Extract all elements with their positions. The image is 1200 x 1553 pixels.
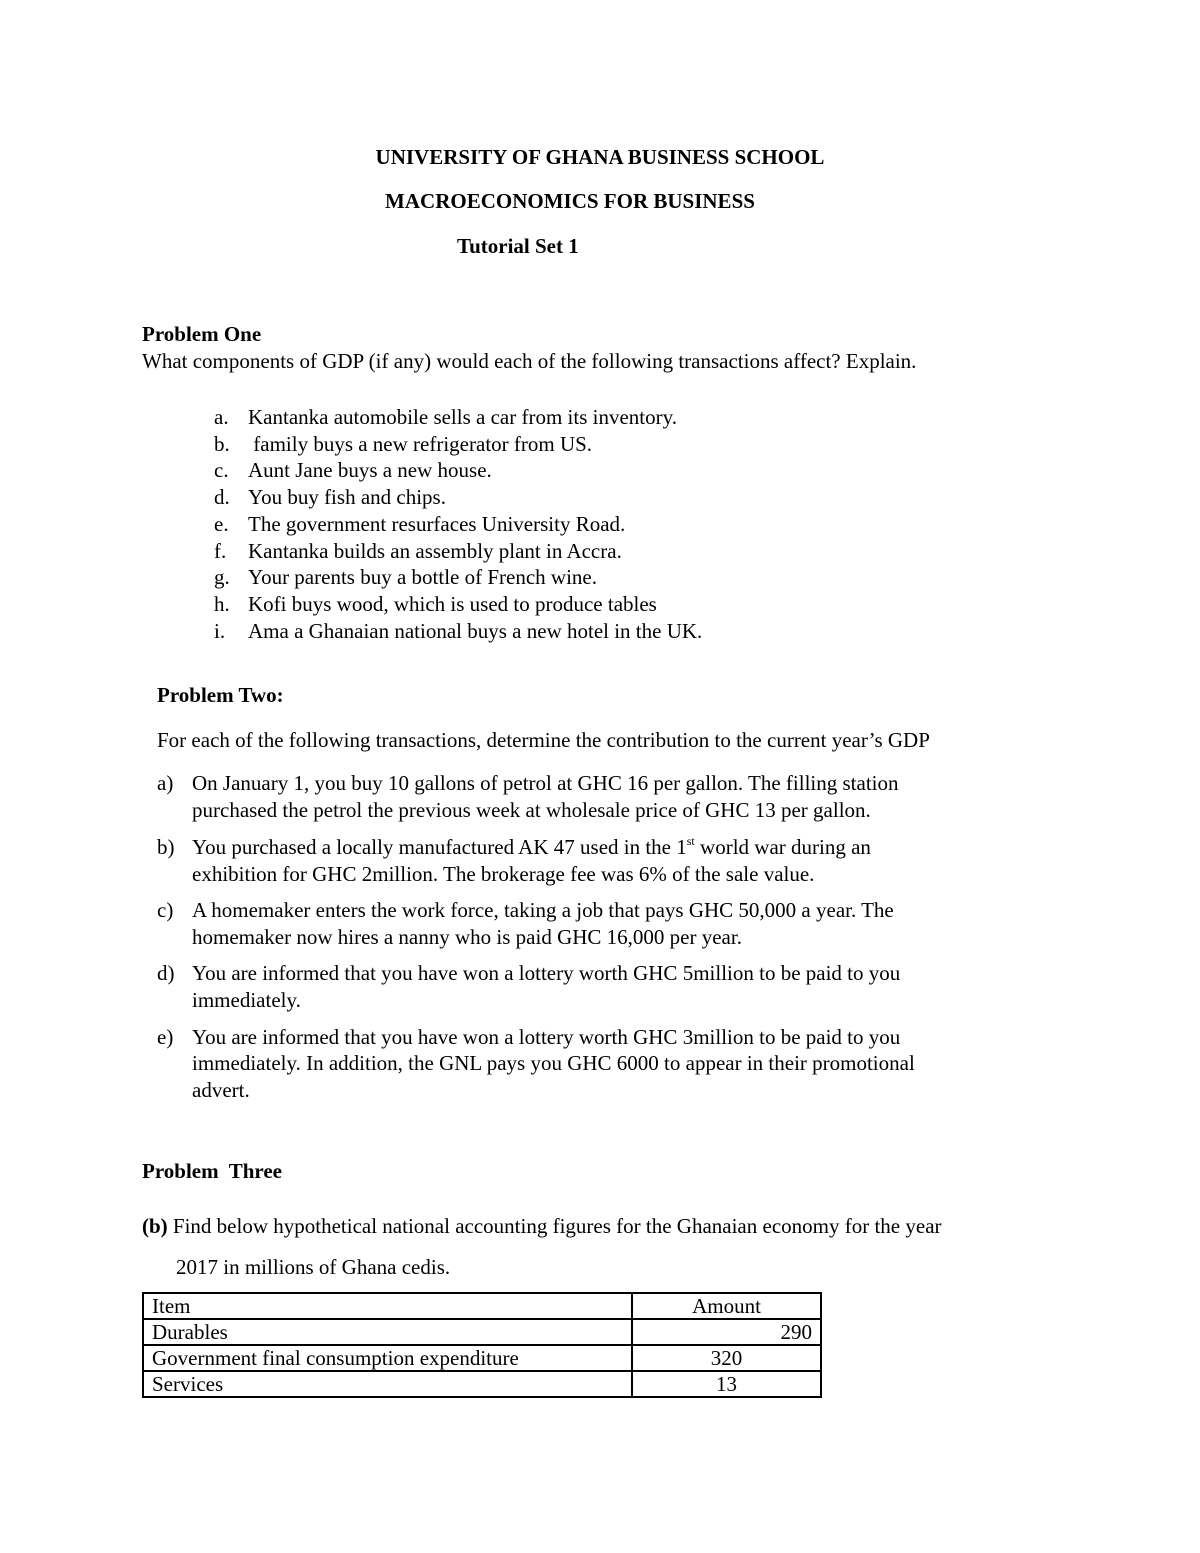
list-text: Kantanka automobile sells a car from its inventory. xyxy=(248,405,678,429)
list-marker: i. xyxy=(214,619,226,643)
list-text-line: immediately. xyxy=(192,988,301,1012)
part-label: (b) xyxy=(142,1214,168,1238)
course-title: MACROECONOMICS FOR BUSINESS xyxy=(385,189,755,213)
list-text-line: immediately. In addition, the GNL pays you GHC 6000 to appear in their promotional xyxy=(192,1051,915,1075)
list-marker: g. xyxy=(214,565,230,589)
list-marker: h. xyxy=(214,592,230,616)
list-text-part: world war during an xyxy=(694,835,871,859)
table-cell-amount: 290 xyxy=(632,1319,821,1345)
intro-text: Find below hypothetical national accounting figures for the Ghanaian economy for the year xyxy=(167,1214,942,1238)
list-text: You buy fish and chips. xyxy=(248,485,446,509)
list-text-line: You are informed that you have won a lottery worth GHC 3million to be paid to you xyxy=(192,1025,901,1049)
problem-one-question: What components of GDP (if any) would each of the following transactions affect? Explain. xyxy=(142,349,917,373)
table-row xyxy=(143,1345,821,1371)
list-text-line: purchased the petrol the previous week at wholesale price of GHC 13 per gallon. xyxy=(192,798,871,822)
table-cell-amount: 13 xyxy=(632,1371,821,1397)
list-text-line: exhibition for GHC 2million. The brokerage fee was 6% of the sale value. xyxy=(192,862,815,886)
list-text: Kofi buys wood, which is used to produce tables xyxy=(248,592,657,616)
table-header-row xyxy=(143,1293,821,1319)
header-amount: Amount xyxy=(632,1293,821,1319)
list-text-line: homemaker now hires a nanny who is paid GHC 16,000 per year. xyxy=(192,925,742,949)
list-text: The government resurfaces University Road. xyxy=(248,512,626,536)
list-marker: c. xyxy=(214,458,229,482)
table-cell-item: Government final consumption expenditure xyxy=(143,1345,632,1371)
list-text-line: advert. xyxy=(192,1078,250,1102)
table-cell-item: Services xyxy=(143,1371,632,1397)
problem-two-title: Problem Two: xyxy=(157,683,284,707)
problem-three-intro-line2: 2017 in millions of Ghana cedis. xyxy=(176,1255,451,1279)
university-title: UNIVERSITY OF GHANA BUSINESS SCHOOL xyxy=(375,145,825,169)
list-text: Ama a Ghanaian national buys a new hotel in the UK. xyxy=(248,619,703,643)
list-text-line: You are informed that you have won a lottery worth GHC 5million to be paid to you xyxy=(192,961,901,985)
list-text: Your parents buy a bottle of French wine. xyxy=(248,565,597,589)
list-marker: b) xyxy=(157,835,175,859)
list-text-part: You purchased a locally manufactured AK 47 used in the 1 xyxy=(192,835,687,859)
list-text: Kantanka builds an assembly plant in Accra. xyxy=(248,539,622,563)
table-cell-item: Durables xyxy=(143,1319,632,1345)
list-text-line: A homemaker enters the work force, taking a job that pays GHC 50,000 a year. The xyxy=(192,898,894,922)
list-text: family buys a new refrigerator from US. xyxy=(248,432,593,456)
problem-one-title: Problem One xyxy=(142,322,262,346)
list-marker: d. xyxy=(214,485,230,509)
list-marker: f. xyxy=(214,539,227,563)
tutorial-title: Tutorial Set 1 xyxy=(457,234,579,258)
list-marker: d) xyxy=(157,961,175,985)
problem-three-intro xyxy=(142,1213,942,1239)
problem-three-title: Problem Three xyxy=(142,1159,282,1183)
ordinal-superscript: st xyxy=(686,834,695,848)
table-cell-amount: 320 xyxy=(632,1345,821,1371)
table-row xyxy=(143,1319,821,1345)
list-marker: a. xyxy=(214,405,229,429)
list-text-line: On January 1, you buy 10 gallons of petrol at GHC 16 per gallon. The filling station xyxy=(192,771,899,795)
list-marker: c) xyxy=(157,898,174,922)
table-row xyxy=(143,1371,821,1397)
list-marker: b. xyxy=(214,432,230,456)
list-text: Aunt Jane buys a new house. xyxy=(248,458,492,482)
header-item: Item xyxy=(143,1293,632,1319)
list-marker: e) xyxy=(157,1025,174,1049)
list-marker: e. xyxy=(214,512,229,536)
list-text-line xyxy=(192,834,871,860)
list-marker: a) xyxy=(157,771,174,795)
problem-two-intro: For each of the following transactions, determine the contribution to the current year’s GDP xyxy=(157,728,930,752)
national-accounts-table xyxy=(142,1292,822,1398)
